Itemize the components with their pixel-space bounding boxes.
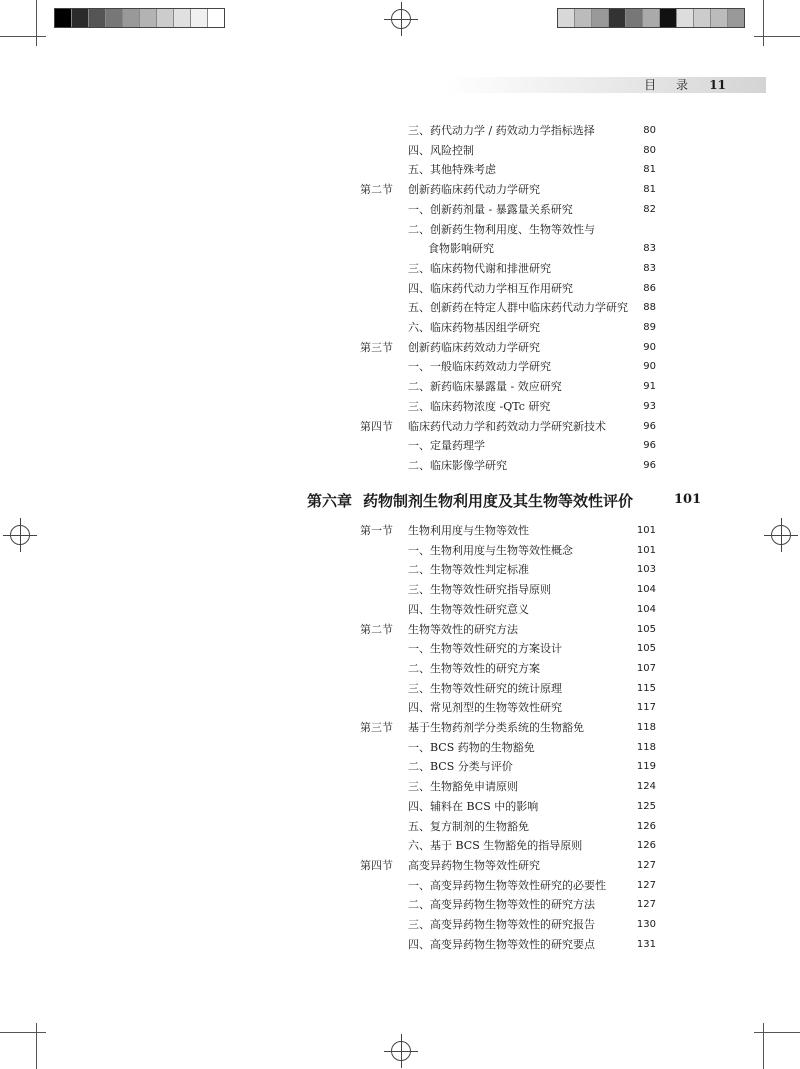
toc-page-number: 118 [636, 741, 656, 753]
toc-page-number: 126 [636, 820, 656, 832]
crop-mark [754, 36, 800, 37]
toc-page-number: 101 [636, 525, 656, 536]
color-swatch [728, 9, 744, 27]
toc-page-number: 82 [643, 203, 656, 215]
toc-section-label: 第三节 [360, 721, 393, 734]
color-swatch [660, 9, 677, 27]
toc-entry-title: 创新药临床药代动力学研究 [408, 183, 540, 197]
color-swatch-bar-left [54, 8, 225, 28]
toc-subsection-entry [408, 124, 595, 138]
toc-entry-title: 生物等效性的研究方法 [408, 622, 518, 636]
toc-entry-title: 一、BCS 药物的生物豁免 [408, 740, 535, 754]
chapter-page-number: 101 [674, 492, 702, 507]
toc-entry-title: 五、复方制剂的生物豁免 [408, 819, 529, 833]
toc-entry-title: 四、临床药代动力学相互作用研究 [408, 281, 573, 295]
toc-subsection-entry [408, 439, 485, 453]
color-swatch [575, 9, 592, 27]
toc-entry-title: 二、生物等效性判定标准 [408, 563, 529, 577]
toc-section-label: 第四节 [360, 419, 393, 433]
toc-entry-title: 基于生物药剂学分类系统的生物豁免 [408, 721, 584, 734]
toc-page-number: 83 [643, 243, 656, 255]
toc-subsection-entry [408, 800, 538, 814]
toc-entry-title: 三、药代动力学 / 药效动力学指标选择 [408, 124, 595, 137]
toc-section-label: 第三节 [360, 340, 393, 354]
header-page-number: 11 [709, 78, 726, 92]
toc-page-number: 105 [636, 643, 656, 655]
toc-subsection-entry [408, 682, 562, 696]
toc-entry-title: 一、生物等效性研究的方案设计 [408, 642, 562, 656]
crop-mark [763, 1023, 764, 1069]
crop-mark [754, 1032, 800, 1033]
toc-entry-title: 三、高变异药物生物等效性的研究报告 [408, 918, 595, 931]
color-swatch [592, 9, 609, 27]
toc-section-label: 第一节 [360, 524, 393, 537]
toc-page-number: 104 [636, 603, 656, 615]
toc-subsection-entry [408, 544, 573, 558]
toc-entry-title: 四、风险控制 [408, 143, 474, 157]
toc-entry-title: 食物影响研究 [428, 242, 494, 256]
chapter-heading [307, 490, 633, 511]
toc-entry-title: 五、其他特殊考虑 [408, 163, 496, 177]
crop-mark [0, 1032, 46, 1033]
toc-entry-title: 一、创新药剂量 - 暴露量关系研究 [408, 202, 573, 216]
toc-subsection-entry [408, 583, 551, 597]
toc-entry-title: 一、高变异药物生物等效性研究的必要性 [408, 878, 606, 892]
color-swatch [123, 9, 140, 27]
color-swatch [140, 9, 157, 27]
toc-page-number: 131 [636, 938, 656, 950]
color-swatch [208, 9, 224, 27]
toc-subsection-entry [408, 163, 496, 177]
toc-section-entry [360, 721, 584, 735]
toc-page-number: 104 [636, 584, 656, 596]
toc-page-number: 93 [643, 400, 656, 412]
toc-entry-title: 六、基于 BCS 生物豁免的指导原则 [408, 839, 583, 853]
toc-subsection-entry [408, 400, 550, 414]
toc-subsection-entry [408, 321, 540, 335]
toc-page-number: 83 [643, 262, 656, 274]
toc-entry-title: 二、生物等效性的研究方案 [408, 661, 540, 675]
toc-page-number: 80 [643, 125, 656, 136]
header-title: 目 录 [644, 78, 696, 92]
toc-subsection-entry [408, 701, 562, 715]
toc-page-number: 126 [636, 840, 656, 852]
toc-subsection-entry [428, 242, 494, 256]
toc-entry-title: 创新药临床药效动力学研究 [408, 340, 540, 354]
toc-entry-title: 六、临床药物基因组学研究 [408, 321, 540, 334]
toc-section-entry [360, 859, 540, 873]
color-swatch [106, 9, 123, 27]
toc-entry-title: 临床药代动力学和药效动力学研究新技术 [408, 419, 606, 433]
toc-entry-title: 四、常见剂型的生物等效性研究 [408, 701, 562, 715]
toc-subsection-entry [408, 603, 529, 617]
toc-page-number: 96 [643, 459, 656, 471]
registration-mark-icon [391, 9, 411, 29]
color-swatch [55, 9, 72, 27]
toc-page-number: 115 [636, 682, 656, 694]
crop-mark [36, 1023, 37, 1069]
crop-mark [36, 0, 37, 46]
color-swatch [677, 9, 694, 27]
toc-subsection-entry [408, 380, 562, 394]
toc-entry-title: 二、高变异药物生物等效性的研究方法 [408, 898, 595, 912]
toc-page-number: 119 [636, 761, 656, 773]
color-swatch [626, 9, 643, 27]
toc-page-number: 88 [643, 302, 656, 314]
toc-page-number: 127 [636, 899, 656, 911]
toc-subsection-entry [408, 839, 582, 853]
toc-page-number: 103 [636, 564, 656, 576]
color-swatch [643, 9, 660, 27]
toc-entry-title: 一、生物利用度与生物等效性概念 [408, 543, 573, 557]
toc-page-number: 107 [636, 662, 656, 674]
color-swatch [174, 9, 191, 27]
toc-subsection-entry [408, 662, 540, 676]
toc-subsection-entry [408, 282, 573, 296]
toc-page-number: 130 [636, 919, 656, 930]
toc-page-number: 80 [643, 144, 656, 156]
color-swatch-bar-right [557, 8, 745, 28]
toc-entry-title: 五、创新药在特定人群中临床药代动力学研究 [408, 301, 628, 315]
toc-entry-title: 一、一般临床药效动力学研究 [408, 360, 551, 374]
registration-mark-icon [771, 525, 791, 545]
toc-subsection-entry [408, 301, 628, 315]
toc-entry-title: 三、生物豁免申请原则 [408, 780, 518, 794]
toc-page-number: 90 [643, 361, 656, 373]
toc-subsection-entry [408, 203, 573, 217]
toc-page-number: 118 [636, 722, 656, 733]
toc-subsection-entry [408, 223, 595, 237]
toc-entry-title: 二、创新药生物利用度、生物等效性与 [408, 222, 595, 236]
toc-subsection-entry [408, 820, 529, 834]
chapter-label: 第六章 [307, 492, 353, 510]
registration-mark-icon [391, 1041, 411, 1061]
toc-page-number: 96 [643, 440, 656, 452]
color-swatch [694, 9, 711, 27]
toc-entry-title: 二、新药临床暴露量 - 效应研究 [408, 380, 562, 394]
toc-entry-title: 三、临床药物浓度 -QTc 研究 [408, 399, 551, 413]
toc-page-number: 124 [636, 781, 656, 793]
toc-subsection-entry [408, 780, 518, 794]
toc-entry-title: 四、生物等效性研究意义 [408, 602, 529, 616]
registration-mark-icon [10, 525, 30, 545]
toc-subsection-entry [408, 741, 535, 755]
chapter-title: 药物制剂生物利用度及其生物等效性评价 [363, 492, 634, 510]
toc-section-entry [360, 623, 518, 637]
toc-page-number: 86 [643, 282, 656, 294]
toc-subsection-entry [408, 938, 595, 952]
toc-subsection-entry [408, 360, 551, 374]
color-swatch [558, 9, 575, 27]
toc-page-number: 81 [643, 184, 656, 196]
toc-section-entry [360, 183, 540, 197]
toc-section-label: 第四节 [360, 858, 393, 872]
toc-entry-title: 三、生物等效性研究的统计原理 [408, 681, 562, 695]
toc-page-number: 90 [643, 341, 656, 353]
crop-mark [763, 0, 764, 46]
toc-page-number: 127 [636, 859, 656, 871]
running-header [56, 77, 766, 93]
color-swatch [72, 9, 89, 27]
crop-mark [0, 36, 46, 37]
toc-entry-title: 四、高变异药物生物等效性的研究要点 [408, 937, 595, 951]
toc-entry-title: 一、定量药理学 [408, 439, 485, 453]
toc-subsection-entry [408, 563, 529, 577]
toc-entry-title: 三、临床药物代谢和排泄研究 [408, 261, 551, 275]
toc-subsection-entry [408, 262, 551, 276]
toc-subsection-entry [408, 879, 606, 893]
toc-subsection-entry [408, 898, 595, 912]
toc-entry-title: 高变异药物生物等效性研究 [408, 858, 540, 872]
color-swatch [711, 9, 728, 27]
toc-page-number: 125 [636, 800, 656, 812]
color-swatch [191, 9, 208, 27]
toc-subsection-entry [408, 642, 562, 656]
toc-section-label: 第二节 [360, 183, 393, 197]
toc-page-number: 81 [643, 164, 656, 176]
toc-page-number: 96 [643, 420, 656, 432]
toc-page-number: 127 [636, 879, 656, 891]
toc-page-number: 91 [643, 381, 656, 393]
toc-subsection-entry [408, 760, 513, 774]
toc-section-entry [360, 420, 606, 434]
toc-section-entry [360, 341, 540, 355]
color-swatch [157, 9, 174, 27]
toc-page-number: 117 [636, 702, 656, 714]
toc-subsection-entry [408, 459, 507, 473]
toc-page-number: 101 [636, 544, 656, 556]
toc-entry-title: 生物利用度与生物等效性 [408, 524, 529, 537]
toc-subsection-entry [408, 918, 595, 932]
color-swatch [89, 9, 106, 27]
toc-page-number: 89 [643, 322, 656, 333]
toc-page-number: 105 [636, 623, 656, 635]
toc-entry-title: 二、临床影像学研究 [408, 458, 507, 472]
color-swatch [609, 9, 626, 27]
toc-entry-title: 四、辅料在 BCS 中的影响 [408, 799, 539, 813]
toc-subsection-entry [408, 144, 474, 158]
toc-section-label: 第二节 [360, 622, 393, 636]
toc-entry-title: 三、生物等效性研究指导原则 [408, 583, 551, 597]
toc-section-entry [360, 524, 529, 538]
toc-entry-title: 二、BCS 分类与评价 [408, 760, 513, 774]
